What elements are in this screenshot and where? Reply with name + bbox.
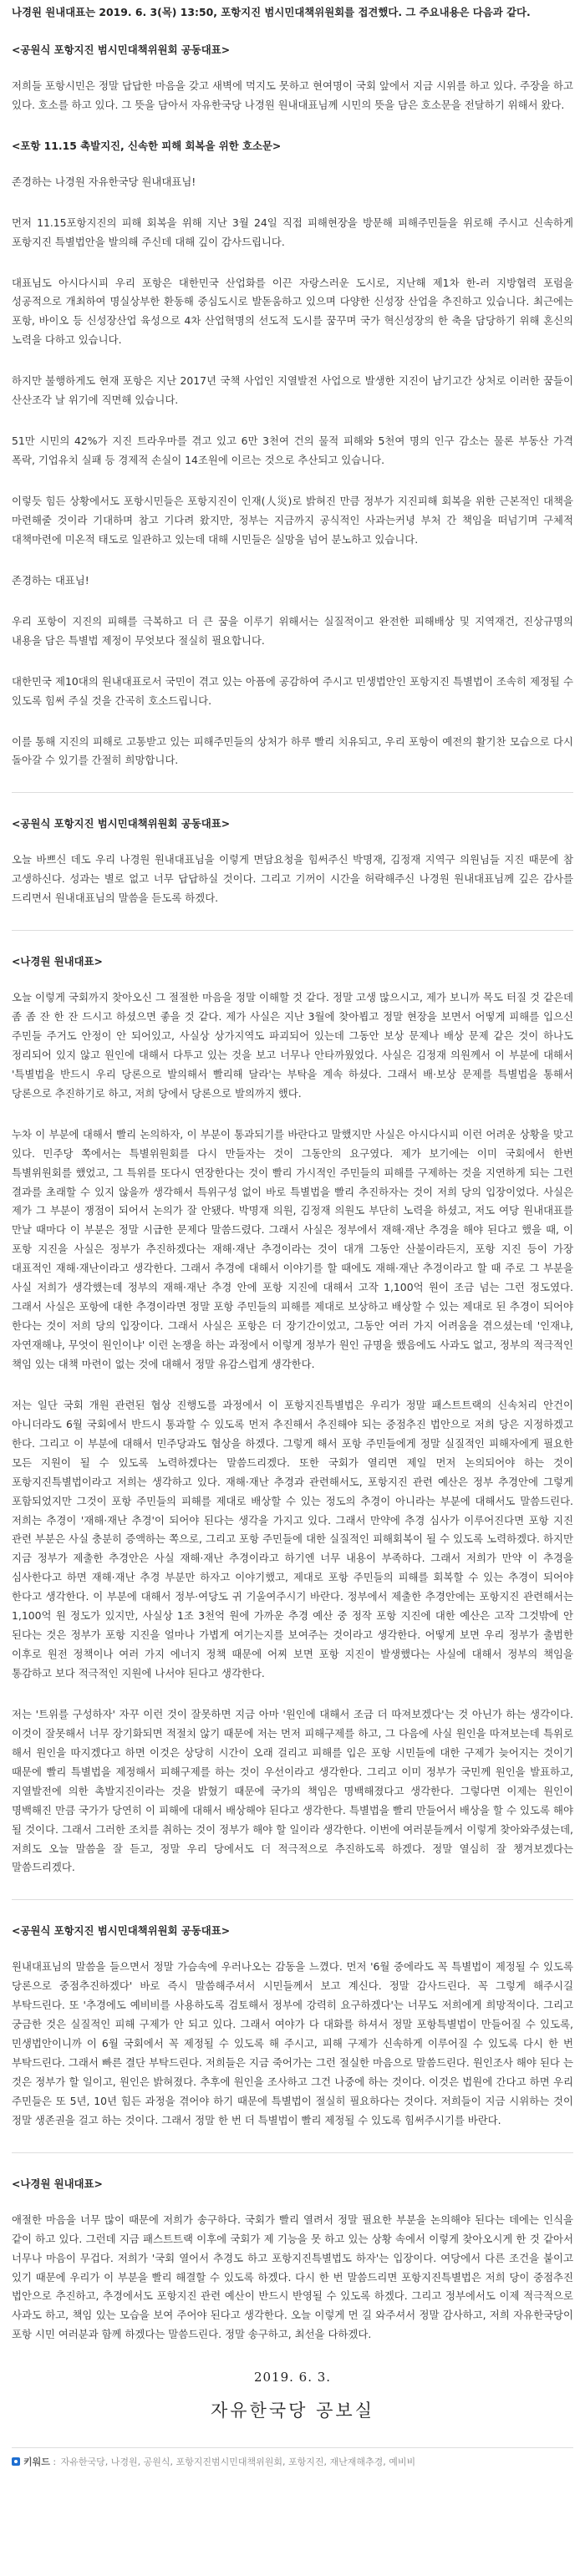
paragraph: 존경하는 나경원 자유한국당 원내대표님! bbox=[12, 175, 196, 188]
section-divider bbox=[12, 2152, 573, 2153]
paragraph: 우리 포항이 지진의 피해를 극복하고 더 큰 꿈을 이루기 위해서는 실질적이고 완전한 피해배상 및 지역재건, 진상규명의 내용을 담은 특별법 제정이 무엇보다 절실히 필요합니다. bbox=[12, 614, 573, 647]
statement-section bbox=[12, 41, 573, 770]
speaker-heading: <공원식 포항지진 범시민대책위원회 공동대표> bbox=[12, 817, 231, 831]
tag-icon bbox=[12, 2457, 20, 2466]
statement-section bbox=[12, 1922, 573, 2130]
paragraph: 원내대표님의 말씀을 들으면서 정말 가슴속에 우러나오는 감동을 느꼈다. 먼저 '6월 중에라도 꼭 특별법이 제정될 수 있도록 당론으로 중점추진하겠다' 바로 즉시 말씀해주셔서 시민들께서 보고 계신다. 정말 감사드린다. 꼭 그렇게 해주시길 부탁드린다. 또 '추경에도 예비비를 사용하도록 검토해서 정부에 강력히 요구하겠다'는 너무도 저희에게 희망적이다. 그리고 궁금한 것은 실질적인 피해 구제가 안 되고 있다. 그래서 여야가 다 대화를 하셔서 정말 포항특별법이 만들어질 수 있도록, 민생법안이니까 이 6월 국회에서 꼭 제정될 수 있도록 해 주시고, 피해 구제가 신속하게 이루어질 수 있도록 다시 한 번 부탁드린다. 그래서 빠른 결단 부탁드린다. 저희들은 지금 죽어가는 그런 절실한 마음으로 말씀드린다. 원인조사 해야 된다 는 것은 정부가 할 일이고, 원인은 밝혀졌다. 추후에 원인을 조사하고 그건 나중에 하는 것이다. 이것은 법원에 간다고 하면 우리 주민들은 또 5년, 10년 힘든 과정을 겪어야 하기 때문에 특별법이 절실히 필요하다는 것이다. 저희들이 지금 시위하는 것이 정말 생존권을 걸고 하는 것이다. 그래서 정말 한 번 더 특별법이 빨리 제정될 수 있도록 힘써주시기를 바란다. bbox=[12, 1960, 573, 2126]
keywords-separator: : bbox=[53, 2456, 59, 2467]
keywords-label: 키워드 bbox=[23, 2456, 50, 2467]
paragraph: 저는 일단 국회 개원 관련된 협상 진행도를 과정에서 이 포항지진특별법은 우리가 정말 패스트트랙의 신속처리 안건이 아니더라도 6월 국회에서 반드시 통과할 수 있도록 먼저 추진해서 추진해야 되는 중점추진 법안으로 저희 당은 지정하겠고 한다. 그리고 이 부분에 대해서 민주당과도 협상을 하겠다. 그렇게 해서 포항 주민들에게 정말 실질적인 피해자에게 필요한 모든 지원이 될 수 있도록 노력하겠다는 말씀드리겠다. 또한 국회가 열리면 제일 먼저 논의되어야 하는 것이 포항지진특별법이라고 저희는 생각하고 있다. 재해·재난 추경과 관련해서도, 포항지진 관련 예산은 정부 추경안에 그렇게 포함되었지만 그것이 포항 주민들의 피해를 제대로 배상할 수 있는 정도의 추경이 아니라는 부분에 대해서도 말씀드린다. 저희는 추경이 '재해·재난 추경'이 되어야 된다는 생각을 가지고 있다. 그래서 만약에 추경 심사가 이루어진다면 포항 지진 관련 부분은 사실 충분히 증액하는 쪽으로, 그리고 포항 주민들에 대한 실질적인 피해회복이 될 수 있도록 노력하겠다. 하지만 지금 정부가 제출한 추경안은 사실 재해·재난 추경이라고 하기엔 너무 내용이 부족하다. 그래서 저희가 만약 이 추경을 심사한다고 하면 재해·재난 추경 부분만 하자고 이야기했고, 제대로 포항 주민들의 피해를 회복할 수 있는 추경이 되어야 한다고 생각한다. 이 부분에 대해서 정부·여당도 귀 기울여주시기 바란다. 정부에서 제출한 추경안에는 포항지진 관련해서는 1,100억 원 정도가 있지만, 사실상 1조 3천억 원에 가까운 추경 예산 중 정작 포항 지진에 대한 예산은 고작 그것밖에 안 된다는 것은 정부가 포항 지진을 얼마나 가볍게 여기는지를 보여주는 것이라고 생각한다. 어떻게 보면 우리 정부가 출범한 이후로 원전 정책이나 여러 가지 에너지 정책 때문에 어찌 보면 포항 지진이 발생했다는 사실에 대해서 정부의 책임을 통감하고 보다 적극적인 지원에 나서야 된다고 생각한다. bbox=[12, 1398, 573, 1679]
paragraph: 저희들 포항시민은 정말 답답한 마음을 갖고 새벽에 먹지도 못하고 현여명이 국회 앞에서 지금 시위를 하고 있다. 주장을 하고 있다. 호소를 하고 있다. 그 뜻을 담아서 자유한국당 나경원 원내대표님께 시민의 뜻을 담은 호소문을 전달하기 위해서 왔다. bbox=[12, 79, 573, 111]
speaker-heading: <공원식 포항지진 범시민대책위원회 공동대표> bbox=[12, 43, 231, 56]
paragraph: 저는 '트위를 구성하자' 자꾸 이런 것이 잘못하면 지금 아마 '원인에 대해서 조금 더 따져보겠다'는 것 아닌가 하는 생각이다. 이것이 잘못해서 너무 장기화되면 적절치 않기 때문에 저는 먼저 피해구제를 하고, 그 다음에 사실 원인을 따져보는데 특위로 해서 원인을 따지겠다고 하면 이것은 상당히 시간이 오래 걸리고 피해를 입은 포항 시민들에 대한 구제가 늦어지는 것이기 때문에 빨리 특별법을 제정해서 피해구제를 하는 것이 우선이라고 생각한다. 그리고 이미 정부가 국민께 원인을 발표하고, 지열발전에 의한 촉발지진이라는 것을 밝혔기 때문에 국가의 책임은 명백해졌다고 생각한다. 그렇다면 이제는 원인이 명백해진 만큼 국가가 당연히 이 피해에 대해서 배상해야 된다고 생각한다. 특별법을 빨리 만들어서 배상을 할 수 있도록 해야 될 것이다. 그래서 그러한 조치를 취하는 것이 정부가 해야 할 일이라 생각한다. 이번에 여러분들께서 이렇게 찾아와주셨는데, 저희도 오늘 말씀을 잘 듣고, 정말 우리 당에서도 더 적극적으로 추진하도록 하겠다. 정말 열심히 잘 챙겨보겠다는 말씀드리겠다. bbox=[12, 1707, 573, 1874]
lead-sentence: 나경원 원내대표는 2019. 6. 3(목) 13:50, 포항지진 범시민대책위원회를 접견했다. 그 주요내용은 다음과 같다. bbox=[12, 6, 531, 18]
paragraph: 누차 이 부분에 대해서 빨리 논의하자, 이 부분이 통과되기를 바란다고 말했지만 사실은 아시다시피 이런 어려운 상황을 맞고 있다. 민주당 쪽에서는 특별위원회를 다시 만들자는 것이 그동안의 요구였다. 제가 보기에는 이미 국회에서 한번 특별위원회를 했었고, 그 특위를 또다시 연장한다는 것이 빨리 가시적인 주민들의 피해를 구제하는 것을 지연하게 되는 그런 결과를 초래할 수 있지 않을까 생각해서 특위구성 없이 바로 특별법을 빨리 추진하자는 것이 저희 당의 입장이었다. 사실은 제가 그 부분이 쟁점이 되어서 논의가 잘 안됐다. 박명재 의원, 김정재 의원도 부단히 노력을 하셨고, 저도 여당 원내대표를 만날 때마다 이 부분은 정말 시급한 문제다 말씀드렸다. 그래서 사실은 정부에서 재해·재난 추경을 해야 된다고 했을 때, 이 포항 지진을 사실은 정부가 추진하겠다는 재해·재난 추경이라는 것이 대개 그동안 산불이라든지, 포항 지진 등이 가장 대표적인 재해·재난이라고 생각한다. 그래서 추경에 대해서 이야기를 할 때에도 재해·재난 추경이라고 할 때 주로 그 부분을 사실 저희가 생각했는데 정부의 재해·재난 추경 안에 포항 지진에 대해서 고작 1,100억 원이 조금 넘는 그런 정도였다. 그래서 사실은 포항에 대한 추경이라면 정말 포항 주민들의 피해를 제대로 보상하고 배상할 수 있는 제대로 된 추경이 되어야 한다는 것이 저희 당의 입장이다. 그래서 사실은 포항은 더 장기간이었고, 그동안 여러 가지 어려움을 겪으셨는데 '인재냐, 자연재해냐, 무엇이 원인이냐' 이런 논쟁을 하는 과정에서 이렇게 정부가 원인 규명을 했음에도 사과도 없고, 정부의 적극적인 책임 있는 대책 마련이 없는 것에 대해서 정말 유감스럽게 생각한다. bbox=[12, 1127, 573, 1370]
statement-section bbox=[12, 2175, 573, 2345]
issuing-office: 자유한국당 공보실 bbox=[211, 2401, 374, 2421]
section-divider bbox=[12, 1899, 573, 1900]
paragraph: 이렇듯 힘든 상황에서도 포항시민들은 포항지진이 인재(人災)로 밝혀진 만큼 정부가 지진피해 회복을 위한 근본적인 대책을 마련해줄 것이라 기대하며 참고 기다려 왔지만, 정부는 지금까지 공식적인 사과는커녕 부처 간 책임을 떠넘기며 구체적 대책마련에 미온적 태도로 일관하고 있는데 대해 시민들은 실망을 넘어 분노하고 있습니다. bbox=[12, 495, 573, 546]
release-date: 2019. 6. 3. bbox=[253, 2370, 332, 2385]
statement-section bbox=[12, 953, 573, 1877]
paragraph: 오늘 이렇게 국회까지 찾아오신 그 절절한 마음을 정말 이해할 것 같다. 정말 고생 많으시고, 제가 보니까 목도 터질 것 같은데 좀 좀 잔 한 잔 드시고 하셨으면 좋을 것 같다. 제가 사실은 지난 3월에 찾아뵙고 정말 현장을 보면서 어떻게 피해를 입으신 주민들 주거도 안정이 안 되어있고, 사실상 상가지역도 파괴되어 있는데 그동안 보상 문제나 배상 문제 같은 것이 하나도 정리되어 있지 않고 원인에 대해서 다투고 있는 것을 보고 너무나 안타까웠었다. 사실은 김정재 의원께서 이 부분에 대해서 '특별법을 반드시 우리 당론으로 발의해서 빨리해 달라'는 부탁을 계속 하셨다. 그래서 배·보상 문제를 특별법을 통해서 당론으로 추진하기로 하고, 저희 당에서 당론으로 발의까지 했다. bbox=[12, 991, 573, 1100]
paragraph: 오늘 바쁘신 데도 우리 나경원 원내대표님을 이렇게 면담요청을 힘써주신 박명재, 김정재 지역구 의원님들 지진 때문에 참 고생하신다. 성과는 별로 없고 너무 답답하실 것이다. 그리고 기꺼이 시간을 허락해주신 나경원 원내대표님께 깊은 감사를 드리면서 원내대표님의 말씀을 듣도록 하겠다. bbox=[12, 853, 573, 905]
appeal-title: <포항 11.15 촉발지진, 신속한 피해 회복을 위한 호소문> bbox=[12, 139, 282, 152]
paragraph: 51만 시민의 42%가 지진 트라우마를 겪고 있고 6만 3천여 건의 물적 피해와 5천여 명의 인구 감소는 물론 부동산 가격 폭락, 기업유치 실패 등 경제적 손실이 14조원에 이르는 것으로 추산되고 있습니다. bbox=[12, 434, 573, 467]
paragraph: 대한민국 제10대의 원내대표로서 국민이 겪고 있는 아픔에 공감하여 주시고 민생법안인 포항지진 특별법이 조속히 제정될 수 있도록 힘써 주실 것을 간곡히 호소드립니다. bbox=[12, 674, 573, 707]
section-divider bbox=[12, 792, 573, 793]
paragraph: 먼저 11.15포항지진의 피해 회복을 위해 지난 3월 24일 직접 피해현장을 방문해 피해주민들을 위로해 주시고 신속하게 포항지진 특별법안을 발의해 주신데 대해 깊이 감사드립니다. bbox=[12, 216, 573, 248]
paragraph: 이를 통해 지진의 피해로 고통받고 있는 피해주민들의 상처가 하루 빨리 치유되고, 우리 포항이 예전의 활기찬 모습으로 다시 돌아갈 수 있기를 간절히 희망합니다. bbox=[12, 734, 573, 767]
paragraph: 존경하는 대표님! bbox=[12, 573, 89, 587]
statement-section bbox=[12, 815, 573, 908]
paragraph: 하지만 불행하게도 현재 포항은 지난 2017년 국책 사업인 지열발전 사업으로 발생한 지진이 남기고간 상처로 이러한 꿈들이 산산조각 날 위기에 직면해 있습니다. bbox=[12, 374, 573, 407]
speaker-heading: <나경원 원내대표> bbox=[12, 2177, 103, 2190]
paragraph: 대표님도 아시다시피 우리 포항은 대한민국 산업화를 이끈 자랑스러운 도시로, 지난해 제1차 한-러 지방협력 포럼을 성공적으로 개최하여 명실상부한 환동해 중심도시로 발돋움하고 있으며 다양한 신성장 산업을 추진하고 있습니다. 최근에는 포항, 바이오 등 신성장산업 육성으로 4차 산업혁명의 선도적 도시를 꿈꾸며 국가 혁신성장의 한 축을 담당하기 위해 혼신의 노력을 다하고 있습니다. bbox=[12, 276, 573, 347]
speaker-heading: <공원식 포항지진 범시민대책위원회 공동대표> bbox=[12, 1924, 231, 1938]
keywords-list[interactable]: 자유한국당, 나경원, 공원식, 포항지진범시민대책위원회, 포항지진, 재난재해추경, 예비비 bbox=[60, 2456, 416, 2467]
section-divider bbox=[12, 930, 573, 931]
paragraph: 애절한 마음을 너무 많이 때문에 저희가 송구하다. 국회가 빨리 열려서 정말 필요한 부분을 논의해야 된다는 데에는 인식을 같이 하고 있다. 그런데 지금 패스트트랙 이후에 국회가 제 기능을 못 하고 있는 상황 속에서 이렇게 찾아오시게 한 것 같아서 너무나 마음이 무겁다. 저희가 '국회 열어서 추경도 하고 포항지진특별법도 하자'는 입장이다. 여당에서 다른 조건을 붙이고 있기 때문에 우리가 이 부분을 빨리 해결할 수 있도록 하겠다. 다시 한 번 말씀드리면 포항지진특별법은 저희 당이 중점추진 법안으로 추진하고, 추경에서도 포항지진 관련 예산이 반드시 반영될 수 있도록 하겠다. 그리고 정부에서도 이제 적극적으로 사과도 하고, 책임 있는 모습을 보여 주어야 된다고 생각한다. 오늘 이렇게 먼 길 와주셔서 정말 감사하고, 저희 자유한국당이 포항 시민 여러분과 함께 하겠다는 말씀드린다. 정말 송구하고, 최선을 다하겠다. bbox=[12, 2213, 573, 2341]
keywords-bar bbox=[12, 2447, 573, 2470]
press-release bbox=[12, 0, 573, 2469]
speaker-heading: <나경원 원내대표> bbox=[12, 955, 103, 968]
